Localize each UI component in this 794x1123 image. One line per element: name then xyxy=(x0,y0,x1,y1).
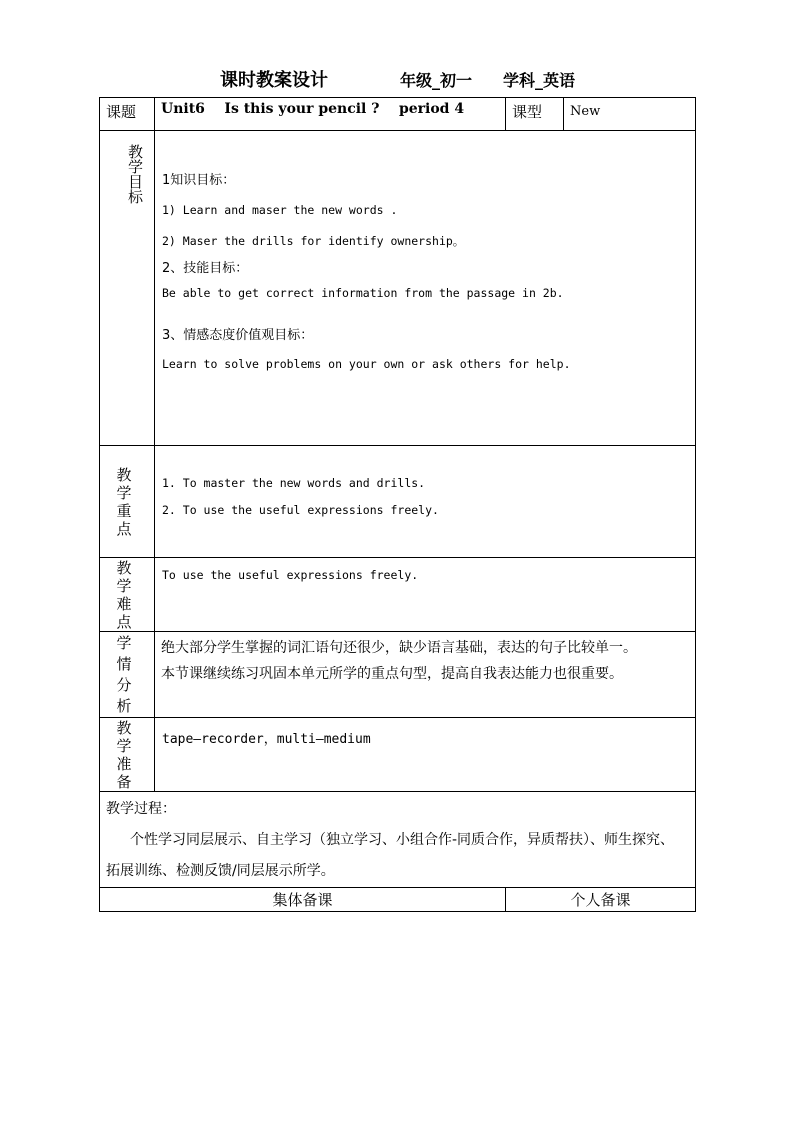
key-points-label xyxy=(100,446,155,558)
page-header xyxy=(0,66,794,92)
difficulties-content xyxy=(155,558,696,632)
objectives-label: 教学目标 xyxy=(128,143,144,206)
objectives-row xyxy=(100,131,696,446)
document-title: 课时教案设计 xyxy=(220,70,328,91)
personal-prep-label: 个人备课 xyxy=(506,888,696,912)
process-line-1: 个性学习同层展示、自主学习（独立学习、小组合作-同质合作，异质帮扶）、师生探究、 xyxy=(130,832,675,848)
grade-field: 年级_初一 xyxy=(400,71,473,90)
subject-field: 学科_英语 xyxy=(503,71,576,90)
difficulties-row xyxy=(100,558,696,632)
topic-label: 课题 xyxy=(100,98,155,131)
analysis-label xyxy=(100,632,155,718)
attitude-goal-item: Learn to solve problems on your own or ask others for help. xyxy=(162,357,571,371)
process-title: 教学过程： xyxy=(106,801,176,817)
process-line-2: 拓展训练、检测反馈/同层展示所学。 xyxy=(106,863,335,879)
preparation-label-line-2: 准备 xyxy=(116,755,144,791)
objectives-content xyxy=(155,131,696,446)
analysis-label-line-1: 学情 xyxy=(116,634,144,673)
preparation-label xyxy=(100,718,155,792)
skill-goal-item: Be able to get correct information from the passage in 2b. xyxy=(162,286,564,300)
key-point-1: 1. To master the new words and drills. xyxy=(162,476,426,490)
key-points-content xyxy=(155,446,696,558)
key-point-2: 2. To use the useful expressions freely. xyxy=(162,503,439,517)
difficulties-label xyxy=(100,558,155,632)
type-value: New xyxy=(564,98,696,131)
difficulties-label-line-1: 教学 xyxy=(116,559,144,595)
preparation-row xyxy=(100,718,696,792)
topic-value: Unit6 Is this your pencil ? period 4 xyxy=(155,98,506,131)
preparation-label-line-1: 教学 xyxy=(116,719,144,755)
analysis-row xyxy=(100,632,696,718)
key-points-label-line-1: 教学 xyxy=(116,466,144,502)
difficulty-1: To use the useful expressions freely. xyxy=(162,568,419,582)
attitude-goal-heading: 3、情感态度价值观目标： xyxy=(162,328,314,343)
key-points-label-line-2: 重点 xyxy=(116,502,144,538)
preparation-content xyxy=(155,718,696,792)
lesson-plan-table xyxy=(99,97,696,912)
knowledge-goal-item-1: 1) Learn and maser the new words . xyxy=(162,203,398,217)
topic-row xyxy=(100,98,696,131)
analysis-line-1: 绝大部分学生掌握的词汇语句还很少，缺少语言基础，表达的句子比较单一。 xyxy=(161,640,637,656)
objectives-label-cell xyxy=(100,131,155,446)
analysis-label-line-2: 分析 xyxy=(116,676,144,715)
difficulties-label-line-2: 难点 xyxy=(116,595,144,631)
knowledge-goal-heading: 1知识目标： xyxy=(162,173,236,188)
analysis-content xyxy=(155,632,696,718)
knowledge-goal-item-2: 2) Maser the drills for identify ownership。 xyxy=(162,234,465,248)
prep-footer-row xyxy=(100,888,696,912)
collective-prep-label: 集体备课 xyxy=(100,888,506,912)
process-content xyxy=(100,792,696,888)
skill-goal-heading: 2、技能目标： xyxy=(162,261,249,276)
process-row xyxy=(100,792,696,888)
key-points-row xyxy=(100,446,696,558)
type-label: 课型 xyxy=(506,98,564,131)
analysis-line-2: 本节课继续练习巩固本单元所学的重点句型，提高自我表达能力也很重要。 xyxy=(161,666,623,682)
preparation-item: tape—recorder，multi—medium xyxy=(162,732,371,747)
